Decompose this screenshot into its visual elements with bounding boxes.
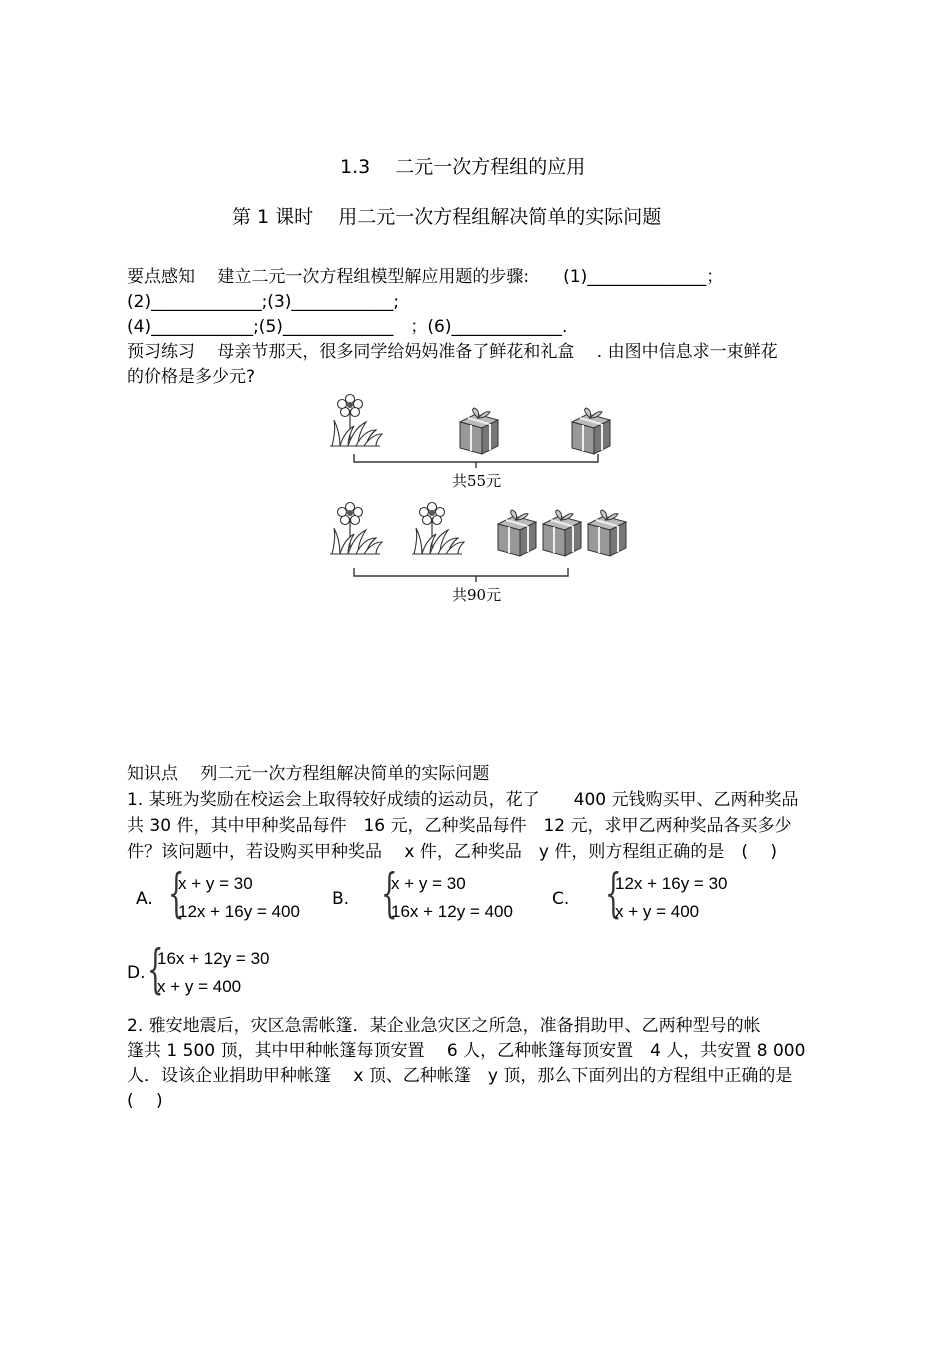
question-2-line-3: 人．设该企业捐助甲种帐篷 x 顶、乙种帐篷 y 顶，那么下面列出的方程组中正确的是 xyxy=(127,1066,793,1086)
key-points-line-2: (2)_____________;(3)____________; xyxy=(127,292,400,312)
option-c-system xyxy=(615,870,727,926)
option-b-label: B. xyxy=(332,889,350,909)
gift-box-icon xyxy=(460,408,498,454)
option-d-eq1: 16x + 12y = 30 xyxy=(157,949,270,968)
figure-total-label-2: 共90元 xyxy=(452,586,502,604)
gift-box-icon xyxy=(588,510,626,556)
question-2-line-1: 2. 雅安地震后，灾区急需帐篷．某企业急灾区之所急，准备捐助甲、乙两种型号的帐 xyxy=(127,1016,761,1036)
lesson-title: 第 1 课时 用二元一次方程组解决简单的实际问题 xyxy=(232,206,662,228)
question-1-line-2: 共 30 件，其中甲种奖品每件 16 元，乙种奖品每件 12 元，求甲乙两种奖品各买多少 xyxy=(127,816,792,836)
option-b-eq2: 16x + 12y = 400 xyxy=(391,902,513,921)
option-b-system xyxy=(391,870,513,926)
question-2-line-4: ( ) xyxy=(127,1091,163,1111)
preview-line-2: 的价格是多少元? xyxy=(127,367,256,387)
question-1-line-1: 1. 某班为奖励在校运会上取得较好成绩的运动员，花了 400 元钱购买甲、乙两种奖品 xyxy=(127,790,799,810)
gift-box-icon xyxy=(543,510,581,556)
key-points-line-3: (4)____________;(5)_____________ ；(6)_____________. xyxy=(127,317,568,337)
option-a-system xyxy=(178,870,300,926)
brace-icon: { xyxy=(605,864,622,924)
key-points-line-1: 要点感知 建立二元一次方程组模型解应用题的步骤: (1)______________； xyxy=(127,267,724,287)
question-2-line-2: 篷共 1 500 顶，其中甲种帐篷每顶安置 6 人，乙种帐篷每顶安置 4 人，共安置 8 000 xyxy=(127,1041,806,1061)
preview-line-1: 预习练习 母亲节那天，很多同学给妈妈准备了鲜花和礼盒 . 由图中信息求一束鲜花 xyxy=(127,342,778,362)
option-a-eq1: x + y = 30 xyxy=(178,874,253,893)
figure-total-label-1: 共55元 xyxy=(452,472,502,490)
option-a-label: A. xyxy=(136,889,153,909)
option-d-system xyxy=(157,945,269,1001)
brace-icon: { xyxy=(381,864,398,924)
brace-line xyxy=(354,568,568,576)
option-c-label: C. xyxy=(552,889,570,909)
flower-icon xyxy=(330,503,382,555)
section-title: 1.3 二元一次方程组的应用 xyxy=(340,156,586,178)
gift-box-icon xyxy=(498,510,536,556)
question-1-line-3: 件？该问题中，若设购买甲种奖品 x 件，乙种奖品 y 件，则方程组正确的是 ( ) xyxy=(127,842,777,862)
gift-box-icon xyxy=(572,408,610,454)
option-d-eq2: x + y = 400 xyxy=(157,977,242,996)
brace-icon: { xyxy=(147,940,164,1000)
option-d-label: D. xyxy=(127,963,146,983)
option-c-eq2: x + y = 400 xyxy=(615,902,700,921)
knowledge-heading: 知识点 列二元一次方程组解决简单的实际问题 xyxy=(127,764,490,784)
option-a-eq2: 12x + 16y = 400 xyxy=(178,902,300,921)
brace-line xyxy=(354,454,598,462)
flowers-gifts-figure xyxy=(328,388,632,602)
flower-icon xyxy=(330,395,382,447)
brace-icon: { xyxy=(168,864,185,924)
flower-icon xyxy=(412,503,464,555)
option-c-eq1: 12x + 16y = 30 xyxy=(615,874,728,893)
option-b-eq1: x + y = 30 xyxy=(391,874,466,893)
